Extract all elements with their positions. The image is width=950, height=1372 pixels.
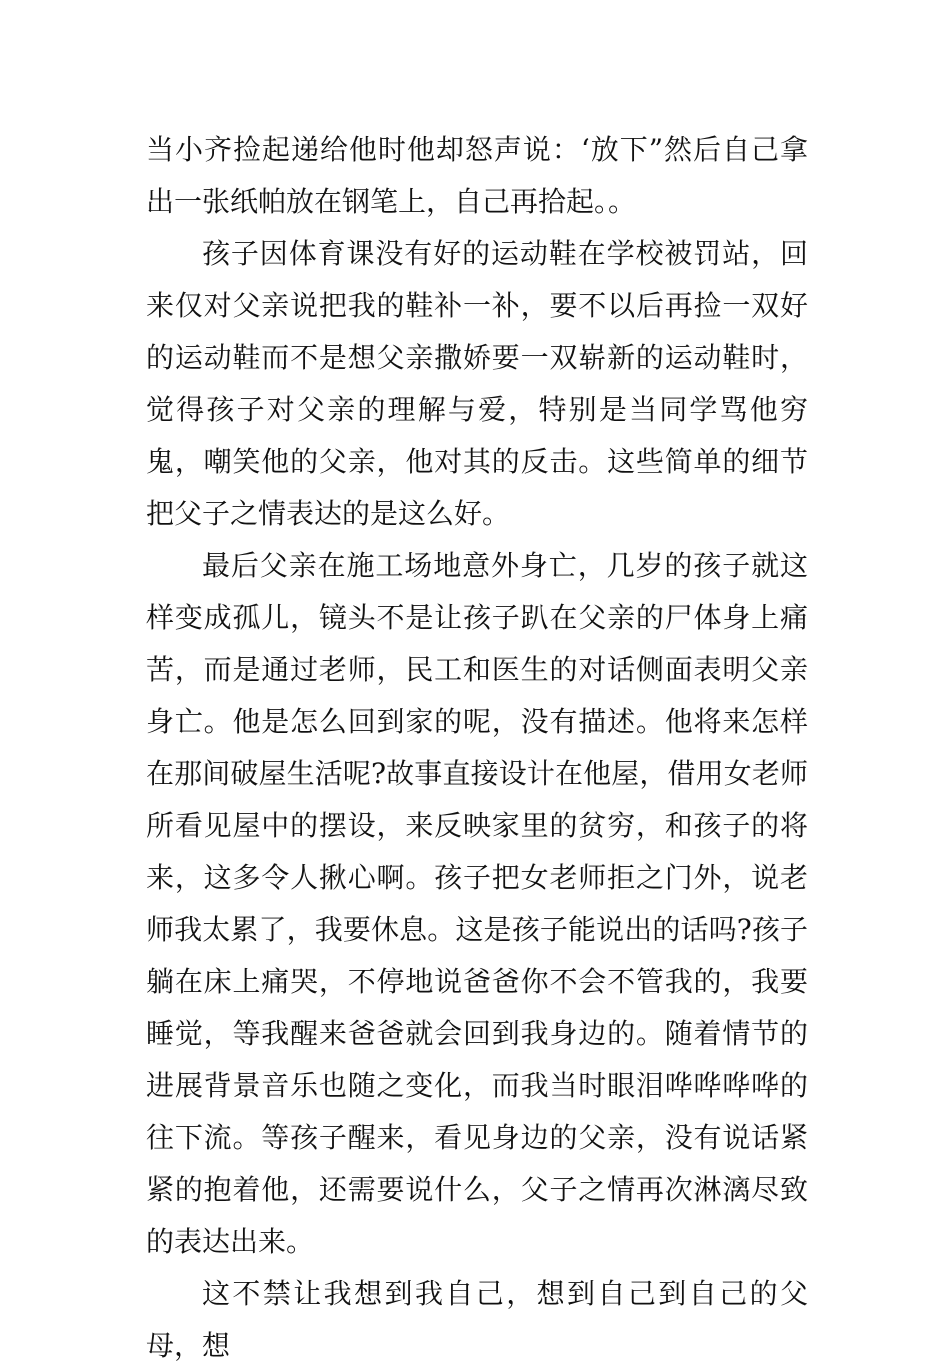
paragraph-4: 这不禁让我想到我自己，想到自己到自己的父母，想 [146, 1277, 808, 1362]
document-body [146, 124, 808, 1372]
paragraph-3: 最后父亲在施工场地意外身亡，几岁的孩子就这样变成孤儿，镜头不是让孩子趴在父亲的尸体身上痛苦，而是通过老师，民工和医生的对话侧面表明父亲身亡。他是怎么回到家的呢，没有描述。他将来怎样在那间破屋生活呢?故事直接设计在他屋，借用女老师所看见屋中的摆设，来反映家里的贫穷，和孩子的将来，这多令人揪心啊。孩子把女老师拒之门外，说老师我太累了，我要休息。这是孩子能说出的话吗?孩子躺在床上痛哭，不停地说爸爸你不会不管我的，我要睡觉，等我醒来爸爸就会回到我身边的。随着情节的进展背景音乐也随之变化，而我当时眼泪哗哗哗哗的往下流。等孩子醒来，看见身边的父亲，没有说话紧紧的抱着他，还需要说什么，父子之情再次淋漓尽致的表达出来。 [146, 549, 808, 1258]
paragraph-1: 当小齐捡起递给他时他却怒声说：‘放下”然后自己拿出一张纸帕放在钢笔上，自己再拾起。。 [146, 133, 808, 218]
paragraph-2: 孩子因体育课没有好的运动鞋在学校被罚站，回来仅对父亲说把我的鞋补一补，要不以后再捡一双好的运动鞋而不是想父亲撒娇要一双崭新的运动鞋时，觉得孩子对父亲的理解与爱，特别是当同学骂他穷鬼，嘲笑他的父亲，他对其的反击。这些简单的细节把父子之情表达的是这么好。 [146, 237, 808, 530]
